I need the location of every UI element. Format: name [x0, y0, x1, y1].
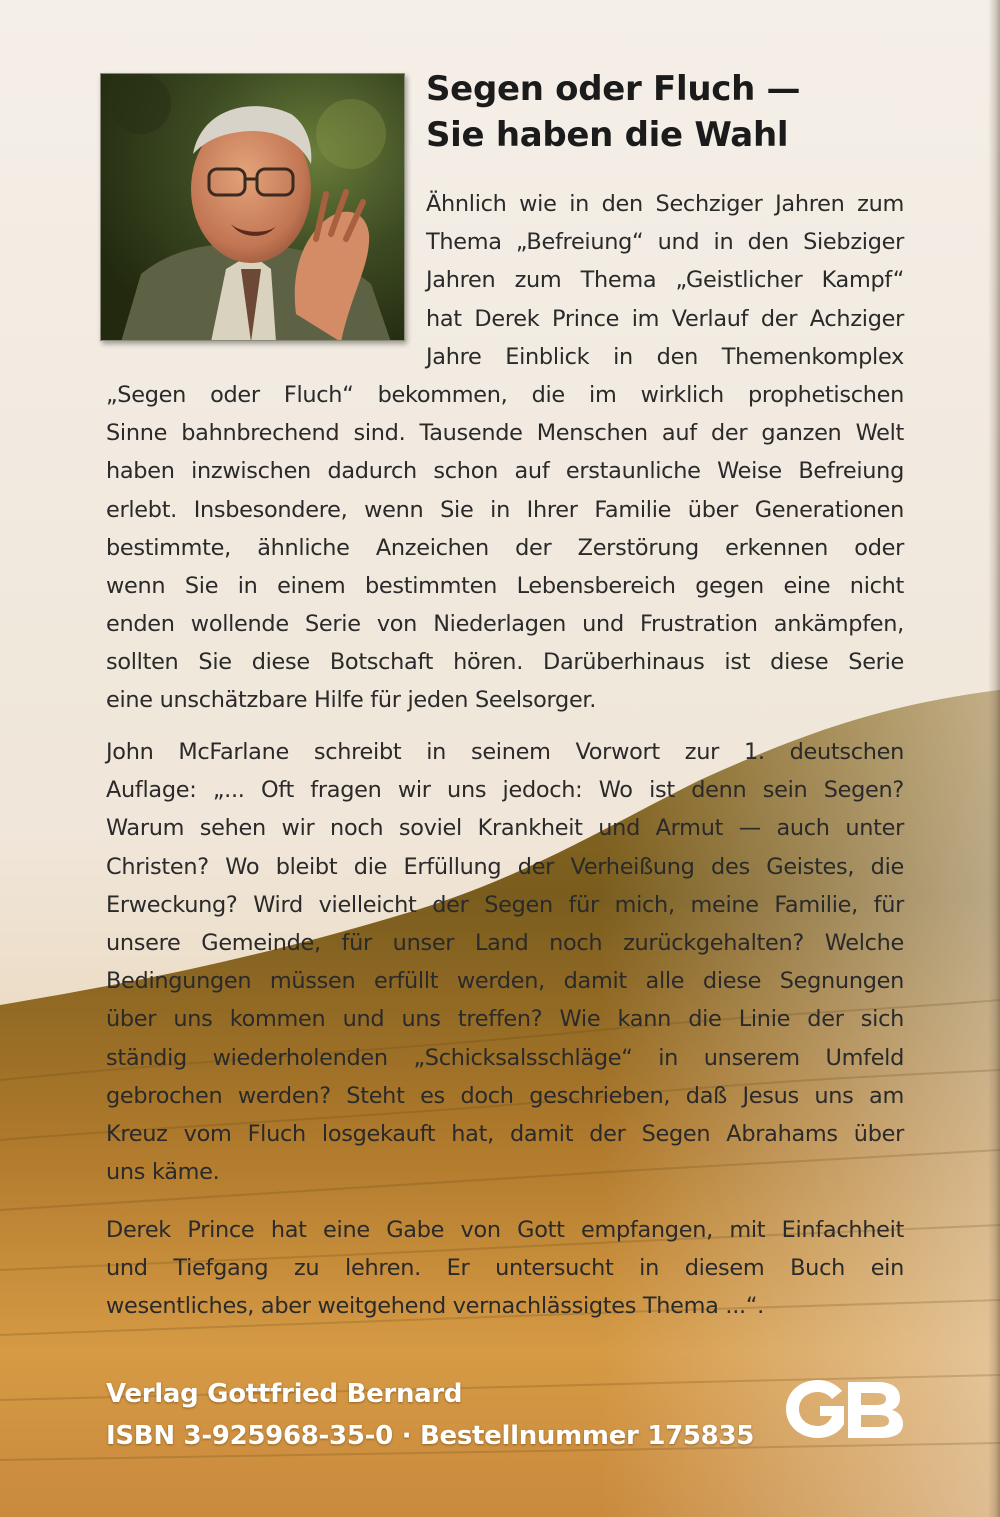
text-line: Warum sehen wir noch soviel Krankheit und Armut — auch unter: [106, 815, 904, 842]
book-title: [426, 66, 946, 158]
isbn-line: ISBN 3-925968-35-0 · Bestellnummer 175835: [106, 1421, 755, 1451]
publisher-name: Verlag Gottfried Bernard: [106, 1379, 463, 1409]
text-line: wenn Sie in einem bestimmten Lebensbereich gegen eine nicht: [106, 572, 904, 599]
text-line: bestimmte, ähnliche Anzeichen der Zerstörung erkennen oder: [106, 534, 904, 561]
description-paragraph-2: [106, 733, 904, 1191]
text-line: erlebt. Insbesondere, wenn Sie in Ihrer Familie über Generationen: [106, 496, 904, 523]
text-line: eine unschätzbare Hilfe für jeden Seelsorger.: [106, 687, 597, 714]
title-line-1: Segen oder Fluch —: [426, 69, 801, 109]
text-line: ständig wiederholenden „Schicksalsschläge“ in unserem Umfeld: [106, 1044, 904, 1071]
text-line: haben inzwischen dadurch schon auf erstaunliche Weise Befreiung: [106, 458, 904, 485]
text-line: Ähnlich wie in den Sechziger Jahren zum: [426, 191, 904, 217]
text-line: Derek Prince hat eine Gabe von Gott empfangen, mit Einfachheit: [106, 1217, 904, 1243]
text-line: Christen? Wo bleibt die Erfüllung der Verheißung des Geistes, die: [106, 853, 904, 880]
text-line: Sinne bahnbrechend sind. Tausende Menschen auf der ganzen Welt: [106, 420, 904, 447]
text-line: sollten Sie diese Botschaft hören. Darüberhinaus ist diese Serie: [106, 649, 904, 676]
description-paragraph-1: [106, 185, 904, 720]
text-line: Erweckung? Wird vielleicht der Segen für mich, meine Familie, für: [106, 891, 904, 918]
text-line: Auflage: „... Oft fragen wir uns jedoch: Wo ist denn sein Segen?: [106, 777, 904, 804]
publisher-info: [106, 1373, 754, 1457]
text-line: Bedingungen müssen erfüllt werden, damit alle diese Segnungen: [106, 968, 904, 995]
title-line-2: Sie haben die Wahl: [426, 115, 789, 155]
cover-edge-shadow: [988, 0, 1000, 1517]
text-line: hat Derek Prince im Verlauf der Achziger: [426, 305, 904, 332]
text-line: Jahre Einblick in den Themenkomplex: [426, 343, 904, 370]
text-line: gebrochen werden? Steht es doch geschrieben, daß Jesus uns am: [106, 1082, 904, 1109]
publisher-gb-logo: [782, 1374, 906, 1444]
text-line: über uns kommen und uns treffen? Wie kann die Linie der sich: [106, 1006, 904, 1033]
text-line: und Tiefgang zu lehren. Er untersucht in diesem Buch ein: [106, 1255, 904, 1282]
text-line: Kreuz vom Fluch losgekauft hat, damit der Segen Abrahams über: [106, 1120, 904, 1147]
text-line: John McFarlane schreibt in seinem Vorwort zur 1. deutschen: [106, 739, 904, 765]
text-line: Thema „Befreiung“ und in den Siebziger: [426, 229, 904, 256]
text-line: Jahren zum Thema „Geistlicher Kampf“: [426, 267, 904, 294]
text-line: „Segen oder Fluch“ bekommen, die im wirklich prophetischen: [106, 381, 904, 408]
text-line: unsere Gemeinde, für unser Land noch zurückgehalten? Welche: [106, 929, 904, 956]
text-line: enden wollende Serie von Niederlagen und Frustration ankämpfen,: [106, 611, 904, 638]
description-paragraph-3: [106, 1211, 904, 1326]
text-line: uns käme.: [106, 1159, 220, 1186]
text-line: wesentliches, aber weitgehend vernachlässigtes Thema ...“.: [106, 1293, 764, 1320]
